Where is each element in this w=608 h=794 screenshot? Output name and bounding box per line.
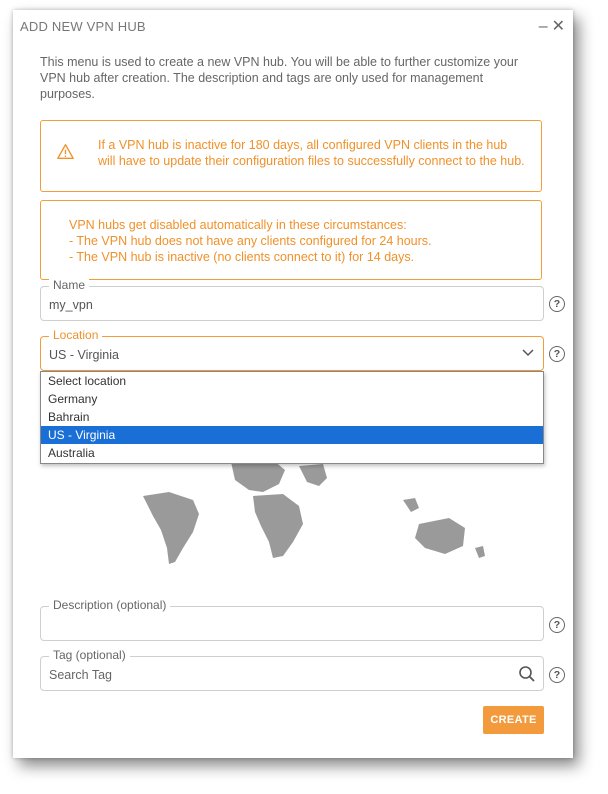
- dialog-title: ADD NEW VPN HUB: [20, 19, 146, 34]
- intro-text: This menu is used to create a new VPN hub. You will be able to further customize your VPN hub after creation. The description and tags are only used for management purposes.: [40, 55, 519, 101]
- tag-help-icon[interactable]: ?: [549, 667, 565, 683]
- world-map: [123, 450, 503, 570]
- disabled-info-line: VPN hubs get disabled automatically in these circumstances:: [69, 218, 407, 232]
- location-label: Location: [49, 328, 102, 342]
- minimize-icon[interactable]: –: [538, 18, 548, 35]
- name-input[interactable]: my_vpn: [49, 298, 93, 312]
- location-option[interactable]: Select location: [48, 374, 127, 388]
- name-help-icon[interactable]: ?: [549, 296, 565, 312]
- description-label: Description (optional): [49, 598, 170, 612]
- tag-label: Tag (optional): [49, 648, 130, 662]
- tag-field[interactable]: [40, 648, 544, 691]
- chevron-down-icon[interactable]: [521, 345, 535, 359]
- location-option[interactable]: Australia: [48, 446, 95, 460]
- inactive-warning-alert: [40, 120, 542, 192]
- disabled-info-alert: [40, 200, 542, 280]
- create-button[interactable]: CREATE: [483, 706, 544, 734]
- close-icon[interactable]: ✕: [551, 18, 565, 35]
- name-field[interactable]: [40, 278, 544, 321]
- location-value: US - Virginia: [49, 348, 119, 362]
- location-dropdown-list: [40, 371, 544, 464]
- location-option-selected[interactable]: US - Virginia: [41, 426, 543, 444]
- inactive-warning-text: If a VPN hub is inactive for 180 days, all configured VPN clients in the hub will have to update their configuration files to successfully connect to the hub.: [98, 138, 525, 168]
- name-label: Name: [49, 278, 89, 292]
- add-vpn-hub-dialog: [13, 10, 573, 758]
- tag-search-input[interactable]: Search Tag: [49, 668, 113, 682]
- location-help-icon[interactable]: ?: [549, 346, 565, 362]
- description-help-icon[interactable]: ?: [549, 617, 565, 633]
- location-option[interactable]: Germany: [48, 392, 98, 406]
- window-controls: [535, 16, 565, 36]
- warning-icon: [57, 143, 74, 160]
- dialog-titlebar: [13, 10, 573, 42]
- search-icon[interactable]: [518, 665, 536, 683]
- disabled-info-line: - The VPN hub does not have any clients configured for 24 hours.: [69, 234, 432, 248]
- disabled-info-line: - The VPN hub is inactive (no clients connect to it) for 14 days.: [69, 250, 415, 264]
- location-select[interactable]: [40, 328, 544, 371]
- location-option[interactable]: Bahrain: [48, 410, 90, 424]
- description-field[interactable]: [40, 598, 544, 641]
